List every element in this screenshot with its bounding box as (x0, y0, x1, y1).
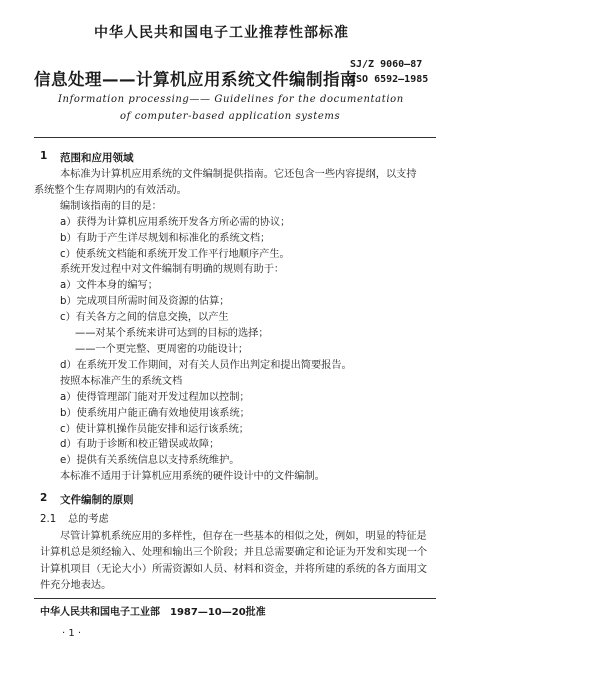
list-item: c）使系统文档能和系统开发工作平行地顺序产生。 (60, 248, 290, 260)
list-item: d）有助于诊断和校正错误或故障； (60, 439, 220, 451)
body-line: 本标准不适用于计算机应用系统的硬件设计中的文件编制。 (60, 471, 325, 483)
subsection-number: 2.1 (40, 514, 57, 525)
issuing-department: 中华人民共和国电子工业推荐性部标准 (94, 25, 349, 41)
subsection-heading: 总的考虑 (68, 514, 109, 525)
body-line: 系统开发过程中对文件编制有明确的规则有助于： (60, 264, 285, 276)
list-item: b）有助于产生详尽规划和标准化的系统文档； (60, 232, 271, 244)
list-item: b）使系统用户能正确有效地使用该系统； (60, 407, 250, 419)
list-subitem: ——对某个系统来讲可达到的目标的选择； (75, 328, 269, 340)
standard-codes (350, 57, 428, 87)
page-number: · 1 · (62, 628, 82, 639)
document-title-zh: 信息处理——计算机应用系统文件编制指南 (34, 70, 357, 89)
document-title-en-line1: Information processing—— Guidelines for the documentation (58, 94, 404, 105)
list-item: c）使计算机操作员能安排和运行该系统； (60, 423, 249, 435)
list-item: a）获得为计算机应用系统开发各方所必需的协议； (60, 216, 291, 228)
section1-body (0, 167, 417, 485)
section1-heading: 范围和应用领域 (60, 152, 134, 164)
list-subitem: ——一个更完整、更周密的功能设计； (75, 343, 249, 355)
body-line: 按照本标准产生的系统文档 (60, 375, 183, 387)
section1-number: 1 (40, 150, 48, 162)
list-item: d）在系统开发工作期间，对有关人员作出判定和提出简要报告。 (60, 359, 352, 371)
code-sj: SJ/Z 9060—87 (350, 59, 423, 70)
list-item: c）有关各方之间的信息交换，以产生 (60, 312, 229, 324)
body-line: 编制该指南的目的是： (60, 200, 162, 212)
list-item: b）完成项目所需时间及资源的估算； (60, 296, 230, 308)
body-line: 计算机总是须经输入、处理和输出三个阶段；并且总需要确定和论证为开发和实现一个 (40, 547, 428, 559)
section2-heading: 文件编制的原则 (60, 494, 134, 506)
list-item: e）提供有关系统信息以支持系统维护。 (60, 455, 240, 467)
document-title-en-line2: of computer-based application systems (120, 111, 341, 122)
body-line: 系统整个生存周期内的有效活动。 (34, 184, 187, 196)
body-line: 件充分地表达。 (40, 580, 112, 592)
section2-number: 2 (40, 492, 48, 504)
section2-body (0, 529, 427, 595)
list-item: a）使得管理部门能对开发过程加以控制； (60, 391, 250, 403)
body-line: 计算机项目（无论大小）所需资源如人员、材料和资金，并将所建的系统的各方面用文 (40, 563, 428, 575)
header-divider (34, 137, 436, 138)
approval-line: 中华人民共和国电子工业部 1987—10—20批准 (40, 607, 266, 618)
footer-divider (34, 598, 436, 599)
body-line: 尽管计算机系统应用的多样性，但存在一些基本的相似之处，例如，明显的特征是 (60, 531, 427, 542)
code-iso: ISO 6592—1985 (350, 74, 429, 85)
list-item: a）文件本身的编写； (60, 280, 158, 292)
body-line: 本标准为计算机应用系统的文件编制提供指南。它还包含一些内容提纲，以支持 (60, 169, 417, 180)
